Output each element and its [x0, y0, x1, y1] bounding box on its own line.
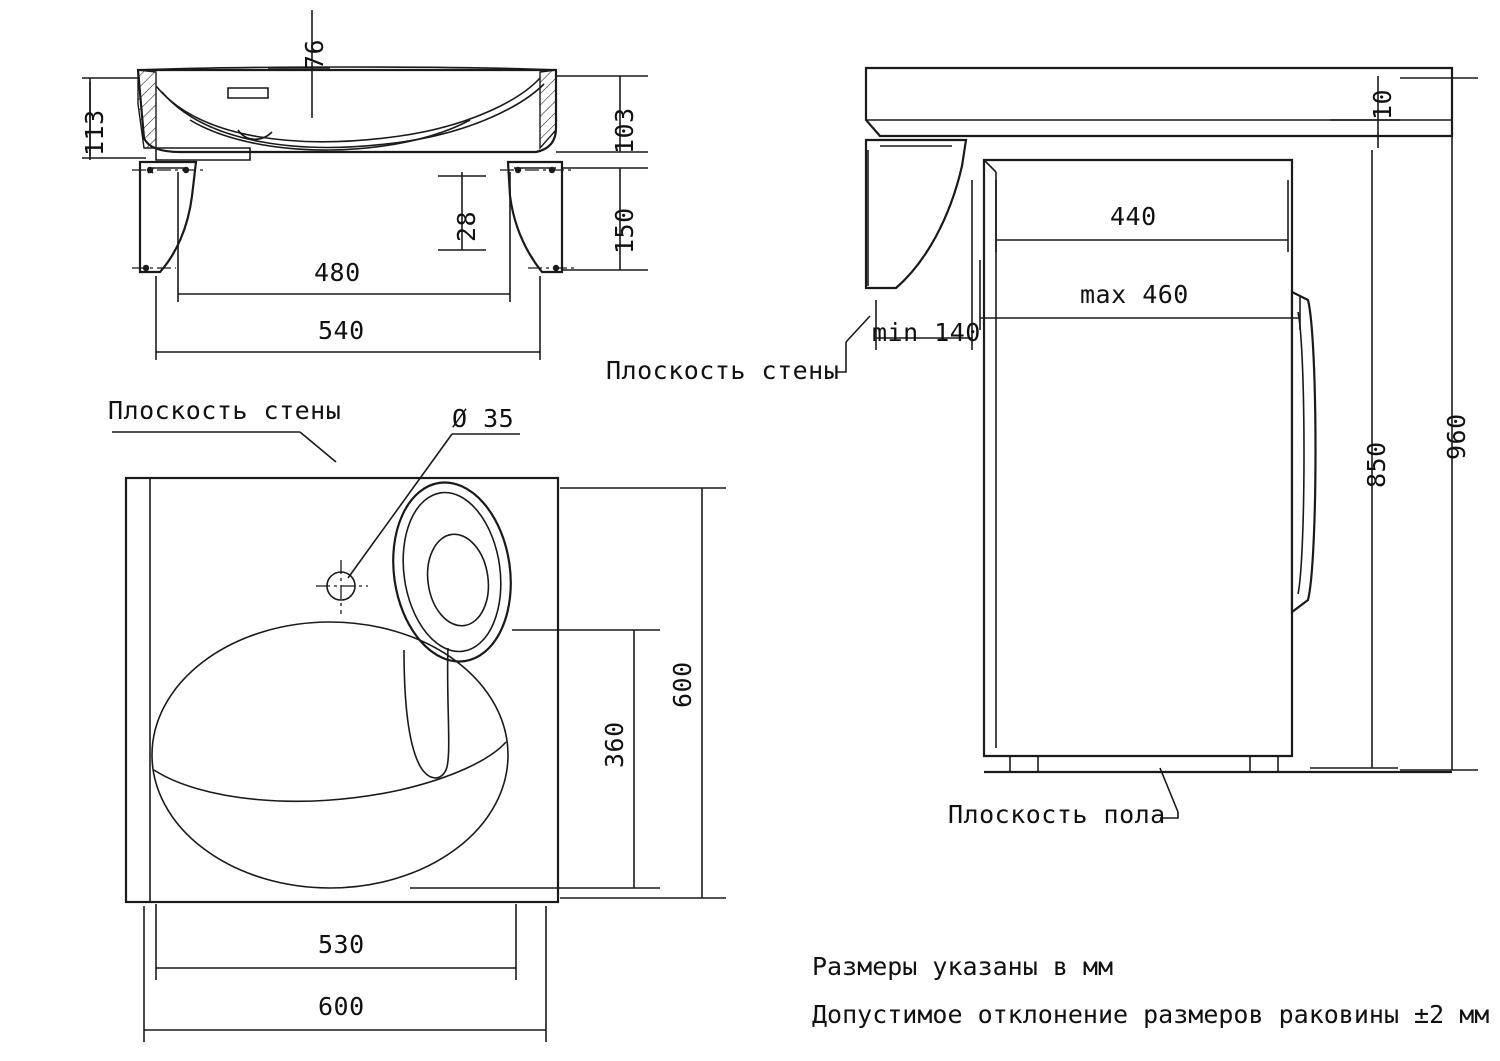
callout-floor-plane: Плоскость пола: [948, 800, 1166, 829]
dimension-label-480: 480: [314, 258, 361, 287]
dimension-label-530: 530: [318, 930, 365, 959]
dimension-label-113: 113: [80, 109, 109, 156]
dimension-label-10: 10: [1368, 88, 1397, 120]
dimension-label-103: 103: [610, 107, 639, 154]
side-view-geometry: [836, 68, 1452, 818]
dimension-label-76: 76: [300, 38, 329, 70]
dimension-label-150: 150: [610, 207, 639, 254]
section-view-geometry: [132, 67, 578, 272]
dimension-label-hole-diameter: Ø 35: [452, 404, 515, 433]
dimension-label-540: 540: [318, 316, 365, 345]
dimension-label-960: 960: [1442, 413, 1471, 460]
callout-wall-plane-top: Плоскость стены: [108, 396, 342, 425]
dimension-label-max-460: max 460: [1080, 280, 1189, 309]
dimension-label-360: 360: [600, 721, 629, 768]
dimension-label-600-horizontal: 600: [318, 992, 365, 1021]
note-units: Размеры указаны в мм: [812, 952, 1114, 981]
callout-wall-plane-side: Плоскость стены: [606, 356, 840, 385]
dimension-label-min-140: min 140: [872, 318, 981, 347]
dimension-label-28: 28: [452, 210, 481, 242]
dimension-label-440: 440: [1110, 202, 1157, 231]
dimension-label-850: 850: [1362, 441, 1391, 488]
plan-view-geometry: [112, 432, 558, 902]
note-tolerance: Допустимое отклонение размеров раковины ±2 мм: [812, 1000, 1490, 1029]
dimension-label-600-vertical: 600: [668, 661, 697, 708]
